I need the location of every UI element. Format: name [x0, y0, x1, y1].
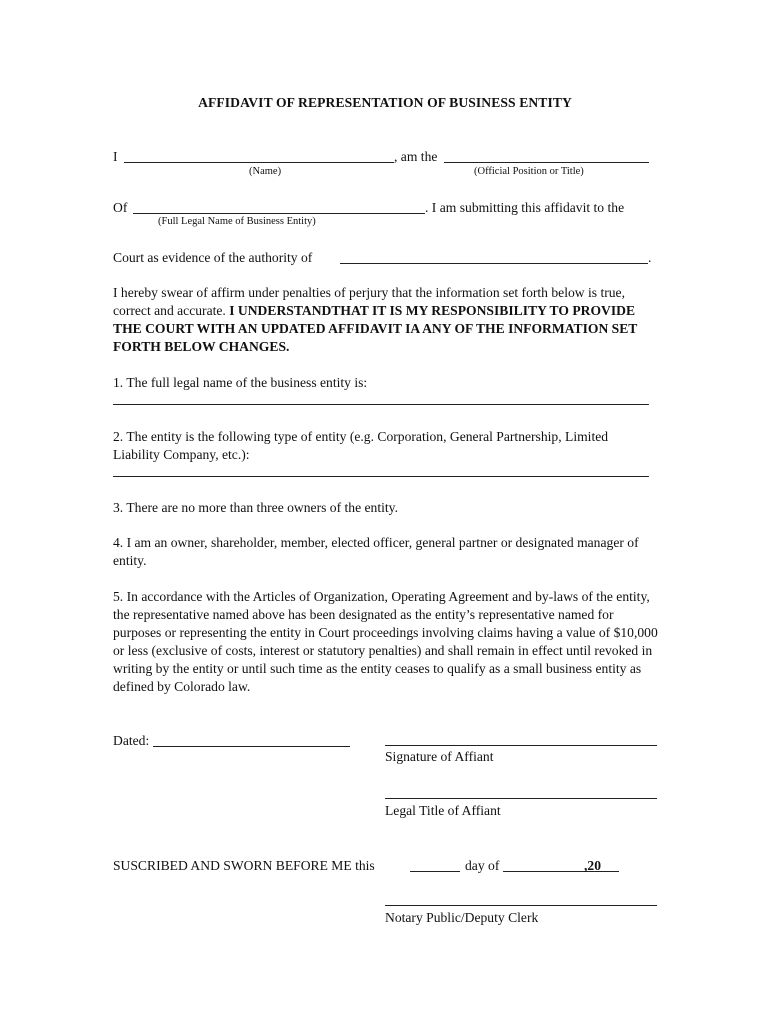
- entity-caption: (Full Legal Name of Business Entity): [158, 216, 316, 227]
- official-position-field[interactable]: [444, 162, 649, 163]
- entity-type-field[interactable]: [113, 476, 649, 477]
- oath-paragraph: [113, 284, 658, 356]
- notary-field[interactable]: [385, 905, 657, 906]
- line2-suffix: . I am submitting this affidavit to the: [425, 200, 625, 215]
- oath-text: I hereby swear of affirm under penalties of perjury that the information set forth below is true, correct and accurate.: [113, 285, 625, 318]
- line1-mid: , am the: [394, 149, 438, 164]
- line3-prefix: Court as evidence of the authority of: [113, 250, 313, 265]
- authority-field[interactable]: [340, 263, 648, 264]
- sworn-day-of: day of: [465, 858, 500, 873]
- item-4: 4. I am an owner, shareholder, member, elected officer, general partner or designated manager of entity.: [113, 535, 639, 568]
- notary-caption: Notary Public/Deputy Clerk: [385, 910, 539, 925]
- document-title: AFFIDAVIT OF REPRESENTATION OF BUSINESS ENTITY: [198, 95, 572, 110]
- signature-caption: Signature of Affiant: [385, 749, 494, 764]
- item-2: 2. The entity is the following type of entity (e.g. Corporation, General Partnership, Limited Liability Company, etc.):: [113, 429, 609, 462]
- line1-prefix: I: [113, 149, 118, 164]
- entity-legal-name-field[interactable]: [113, 404, 649, 405]
- position-caption: (Official Position or Title): [474, 166, 584, 177]
- name-caption: (Name): [249, 166, 282, 177]
- sworn-prefix: SUSCRIBED AND SWORN BEFORE ME this: [113, 858, 375, 873]
- sworn-year: ,20: [584, 858, 601, 873]
- legal-title-caption: Legal Title of Affiant: [385, 803, 501, 818]
- name-field[interactable]: [124, 162, 394, 163]
- line3-suffix: .: [648, 250, 652, 265]
- item-3: 3. There are no more than three owners of the entity.: [113, 500, 398, 515]
- sworn-day-field[interactable]: [410, 871, 460, 872]
- entity-name-field[interactable]: [133, 213, 425, 214]
- sworn-month-year-field[interactable]: [503, 871, 619, 872]
- legal-title-field[interactable]: [385, 798, 657, 799]
- dated-label: Dated:: [113, 733, 150, 748]
- item-5: 5. In accordance with the Articles of Organization, Operating Agreement and by-laws of the entity, the representative named above has been designated as the entity’s representative named for purposes or representing the entity in Court proceedings involving claims having a value of $10,000 or less (exclusive of costs, interest or statutory penalties) and shall remain in effect until revoked in writing by the entity or until such time as the entity ceases to qualify as a small business entity as defined by Colorado law.: [113, 589, 658, 694]
- line2-prefix: Of: [113, 200, 128, 215]
- signature-field[interactable]: [385, 745, 657, 746]
- item-1: 1. The full legal name of the business entity is:: [113, 375, 368, 390]
- oath-bold-text: I UNDERSTANDTHAT IT IS MY RESPONSIBILITY TO PROVIDE THE COURT WITH AN UPDATED AFFIDAVIT IA ANY OF THE INFORMATION SET FORTH BELOW CHANGES.: [113, 303, 638, 354]
- dated-field[interactable]: [153, 746, 350, 747]
